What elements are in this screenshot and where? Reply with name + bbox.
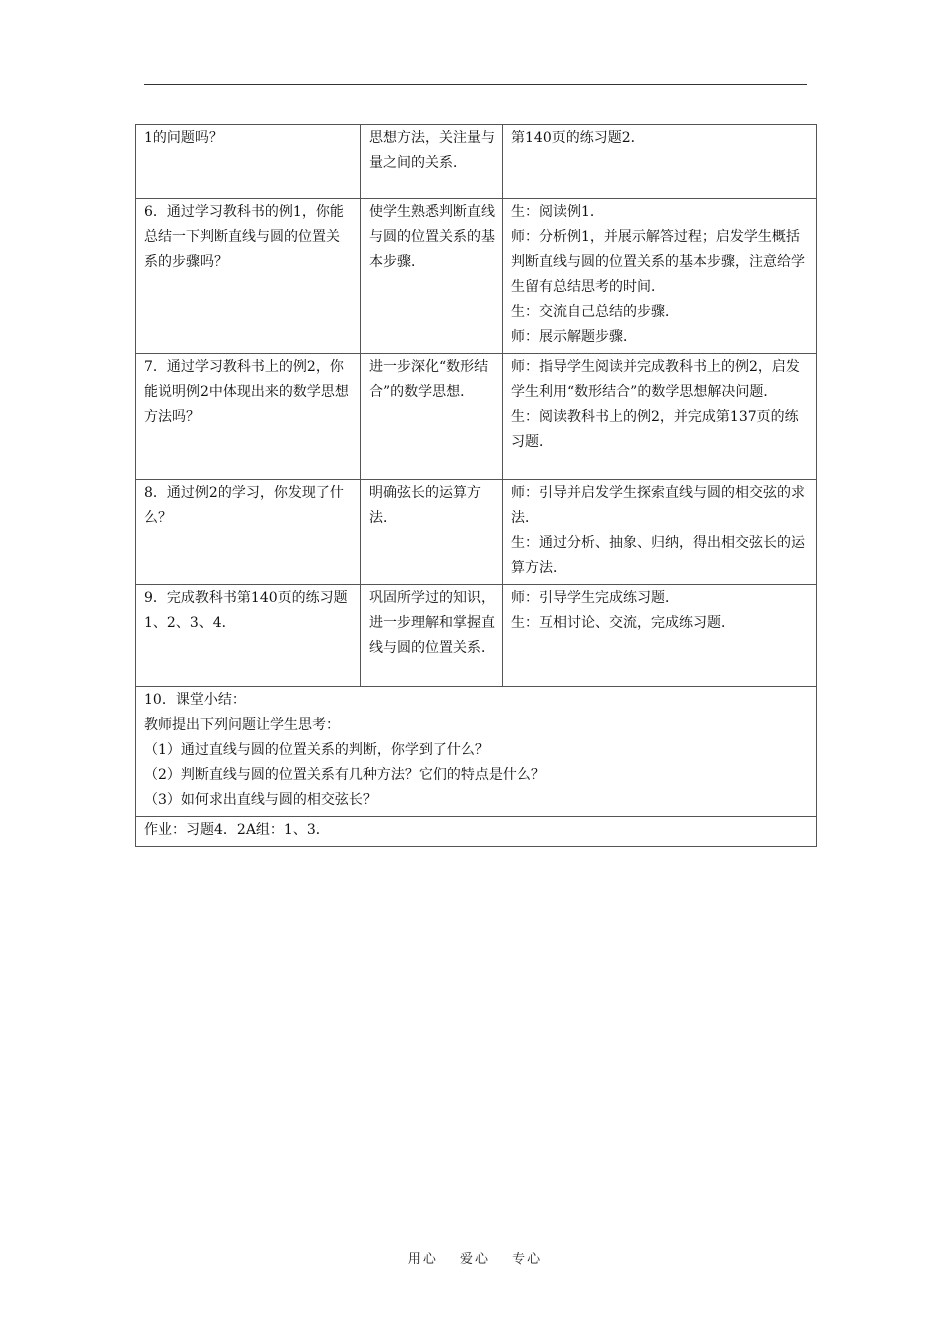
activity-line: 生：阅读教科书上的例2，并完成第137页的练习题． — [511, 409, 799, 450]
header-rule — [144, 84, 807, 85]
question-cell: 7．通过学习教科书上的例2，你能说明例2中体现出来的数学思想方法吗？ — [136, 354, 361, 480]
table-row — [136, 354, 817, 480]
summary-item: （3）如何求出直线与圆的相交弦长？ — [144, 792, 377, 808]
activity-line: 生：阅读例1． — [511, 204, 604, 220]
summary-row — [136, 687, 817, 817]
summary-item: （1）通过直线与圆的位置关系的判断，你学到了什么？ — [144, 742, 489, 758]
activity-cell — [503, 480, 817, 585]
purpose-cell: 思想方法，关注量与量之间的关系． — [361, 125, 503, 199]
footer-text: 专心 — [512, 1252, 543, 1267]
table-row — [136, 585, 817, 687]
page-footer — [0, 1248, 950, 1267]
footer-text: 用心 — [407, 1252, 438, 1267]
activity-cell — [503, 585, 817, 687]
activity-line: 生：互相讨论、交流，完成练习题． — [511, 615, 735, 631]
summary-intro: 教师提出下列问题让学生思考： — [144, 717, 340, 733]
activity-line: 师：引导学生完成练习题． — [511, 590, 679, 606]
activity-cell — [503, 199, 817, 354]
activity-line: 生：交流自己总结的步骤． — [511, 304, 679, 320]
table-row — [136, 125, 817, 199]
lesson-plan-table — [135, 124, 817, 847]
purpose-cell: 巩固所学过的知识，进一步理解和掌握直线与圆的位置关系． — [361, 585, 503, 687]
activity-line: 师：分析例1，并展示解答过程；启发学生概括判断直线与圆的位置关系的基本步骤，注意给学生留有总结思考的时间． — [511, 229, 805, 295]
activity-line: 师：引导并启发学生探索直线与圆的相交弦的求法． — [511, 485, 805, 526]
homework-row — [136, 817, 817, 847]
activity-cell — [503, 125, 817, 199]
summary-cell — [136, 687, 817, 817]
purpose-cell: 明确弦长的运算方法． — [361, 480, 503, 585]
summary-title: 10．课堂小结： — [144, 692, 246, 708]
question-cell: 6．通过学习教科书的例1，你能总结一下判断直线与圆的位置关系的步骤吗？ — [136, 199, 361, 354]
activity-line: 第140页的练习题2． — [511, 130, 645, 146]
purpose-cell: 进一步深化“数形结合”的数学思想． — [361, 354, 503, 480]
question-cell: 1的问题吗？ — [136, 125, 361, 199]
activity-cell — [503, 354, 817, 480]
table-row — [136, 199, 817, 354]
homework-cell: 作业：习题4．2A组：1、3． — [136, 817, 817, 847]
table-row — [136, 480, 817, 585]
footer-text: 爱心 — [459, 1252, 490, 1267]
summary-item: （2）判断直线与圆的位置关系有几种方法？它们的特点是什么？ — [144, 767, 545, 783]
activity-line: 师：展示解题步骤． — [511, 329, 637, 345]
question-cell: 8．通过例2的学习，你发现了什么？ — [136, 480, 361, 585]
question-cell: 9．完成教科书第140页的练习题1、2、3、4． — [136, 585, 361, 687]
purpose-cell: 使学生熟悉判断直线与圆的位置关系的基本步骤． — [361, 199, 503, 354]
activity-line: 生：通过分析、抽象、归纳，得出相交弦长的运算方法． — [511, 535, 805, 576]
activity-line: 师：指导学生阅读并完成教科书上的例2，启发学生利用“数形结合”的数学思想解决问题． — [511, 359, 800, 400]
